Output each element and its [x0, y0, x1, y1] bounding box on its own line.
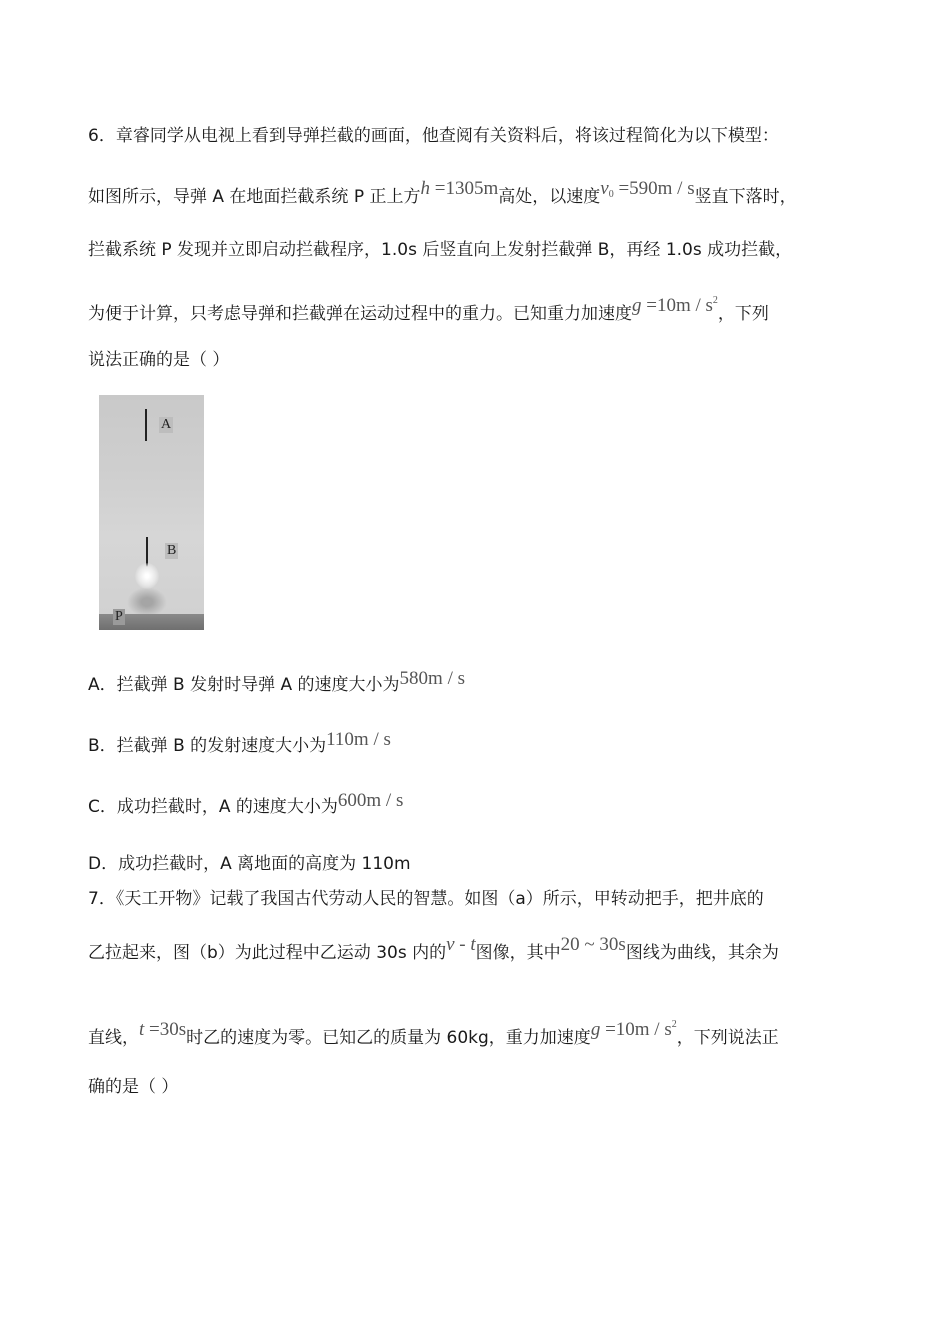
q6-line-2: 如图所示，导弹 A 在地面拦截系统 P 正上方h =1305m高处，以速度$v_0 =590m / s$竖直下落时，	[88, 178, 797, 207]
q6-line-4: 为便于计算，只考虑导弹和拦截弹在运动过程中的重力。已知重力加速度$g =10m / s^2$，下列	[88, 295, 769, 324]
option-c: C．成功拦截时，A 的速度大小为600m / s	[88, 790, 404, 817]
q7-line-2: 乙拉起来，图（b）为此过程中乙运动 30s 内的v - t图像，其中20 ~ 30s图线为曲线，其余为	[88, 934, 779, 963]
option-d: D．成功拦截时，A 离地面的高度为 110m	[88, 854, 411, 874]
q6-line-3: 拦截系统 P 发现并立即启动拦截程序，1.0s 后竖直向上发射拦截弹 B，再经 1.0s 成功拦截，	[88, 240, 793, 260]
label-p: P	[115, 609, 123, 624]
formula-v0: $v_0 =590m / s$	[600, 178, 695, 200]
q6-line-5: 说法正确的是（ ）	[88, 350, 230, 370]
q6-line-1: 6．章睿同学从电视上看到导弹拦截的画面，他查阅有关资料后，将该过程简化为以下模型：	[88, 126, 779, 146]
missile-interception-figure	[99, 395, 204, 630]
formula-g2: $g =10m / s^2$	[590, 1019, 677, 1040]
formula-g: $g =10m / s^2$	[632, 295, 718, 316]
rocket-flame	[135, 563, 159, 589]
missile-a	[145, 409, 147, 441]
smoke	[127, 587, 167, 617]
label-b: B	[167, 543, 177, 558]
formula-range: 20 ~ 30s	[560, 934, 626, 955]
label-a: A	[161, 417, 172, 432]
q7-line-4: 确的是（ ）	[88, 1077, 179, 1097]
option-a: A．拦截弹 B 发射时导弹 A 的速度大小为580m / s	[88, 668, 465, 695]
option-b: B．拦截弹 B 的发射速度大小为110m / s	[88, 729, 391, 756]
formula-t: t =30s	[139, 1019, 187, 1040]
formula-h: h =1305m	[420, 178, 499, 199]
formula-vt: v - t	[446, 934, 476, 955]
q7-line-3: 直线，t =30s时乙的速度为零。已知乙的质量为 60kg，重力加速度$g =10m / s^2$，下列说法正	[88, 1019, 779, 1048]
q7-line-1: 7．《天工开物》记载了我国古代劳动人民的智慧。如图（a）所示，甲转动把手，把井底的	[88, 889, 764, 909]
